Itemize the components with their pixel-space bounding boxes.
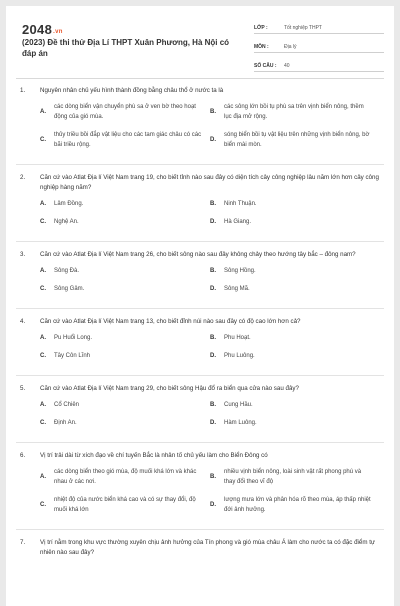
answer-option[interactable]	[40, 102, 210, 122]
answer-option[interactable]	[40, 467, 210, 487]
question-divider	[16, 529, 384, 530]
option-text: Sông Gâm.	[54, 286, 85, 292]
exam-meta	[254, 18, 384, 75]
question-stem	[20, 317, 380, 327]
answer-options	[20, 333, 380, 369]
option-text: Sông Đà.	[54, 268, 80, 274]
answer-option[interactable]	[210, 102, 380, 122]
question-number: 5.	[20, 385, 26, 392]
question-text: Căn cứ vào Atlat Địa lí Việt Nam trang 13, cho biết đỉnh núi nào sau đây có độ cao lớn hơn cả?	[40, 318, 301, 325]
option-text: các sông lớn bồi tụ phù sa trên vịnh biển nông, thềm lục địa mở rộng.	[224, 104, 364, 120]
question-number: 6.	[20, 452, 26, 459]
meta-label: MÔN :	[254, 44, 269, 50]
option-letter: D.	[210, 137, 216, 143]
option-text: Phu Hoạt.	[224, 335, 251, 341]
question-divider	[16, 241, 384, 242]
question-4	[6, 317, 394, 369]
site-logo[interactable]: 2048.vn	[22, 22, 63, 37]
option-letter: A.	[40, 335, 46, 341]
answer-option[interactable]	[40, 199, 210, 209]
answer-option[interactable]	[40, 130, 210, 150]
option-text: Tây Côn Lĩnh	[54, 353, 91, 359]
question-number: 1.	[20, 87, 26, 94]
answer-option[interactable]	[210, 418, 380, 428]
header-divider	[16, 78, 384, 79]
answer-option[interactable]	[210, 130, 380, 150]
question-7	[6, 538, 394, 558]
option-text: thủy triều bồi đắp vật liệu cho các tam giác châu có các bãi triều rộng.	[54, 132, 202, 148]
option-letter: B.	[210, 474, 216, 480]
question-2	[6, 173, 394, 235]
answer-option[interactable]	[210, 199, 380, 209]
option-text: Cổ Chiên	[54, 402, 80, 408]
option-letter: C.	[40, 502, 46, 508]
option-text: Hà Giang.	[224, 219, 252, 225]
meta-row-count	[254, 56, 384, 72]
question-divider	[16, 375, 384, 376]
answer-option[interactable]	[40, 217, 210, 227]
option-text: Hàm Luông.	[224, 420, 257, 426]
option-letter: C.	[40, 286, 46, 292]
option-letter: A.	[40, 474, 46, 480]
option-letter: D.	[210, 219, 216, 225]
question-divider	[16, 308, 384, 309]
option-letter: B.	[210, 268, 216, 274]
question-5	[6, 384, 394, 436]
question-divider	[16, 164, 384, 165]
option-letter: C.	[40, 353, 46, 359]
answer-options	[20, 467, 380, 523]
question-stem	[20, 173, 380, 193]
option-text: Cung Hầu.	[224, 402, 253, 408]
exam-title: (2023) Đề thi thử Địa Lí THPT Xuân Phương, Hà Nội có đáp án	[22, 38, 230, 58]
meta-value: Tốt nghiệp THPT	[284, 25, 322, 31]
option-text: Pu Huổi Long.	[54, 335, 93, 341]
question-stem	[20, 250, 380, 260]
answer-option[interactable]	[40, 418, 210, 428]
option-letter: D.	[210, 286, 216, 292]
answer-options	[20, 199, 380, 235]
option-letter: D.	[210, 353, 216, 359]
question-text: Nguyên nhân chủ yếu hình thành đồng bằng châu thổ ở nước ta là	[40, 87, 224, 94]
option-text: sóng biển bồi tụ vật liệu trên những vịnh biển nông, bờ biển mài mòn.	[224, 132, 370, 148]
option-letter: B.	[210, 335, 216, 341]
exam-page	[6, 6, 394, 606]
meta-value: Địa lý	[284, 44, 297, 50]
question-text: Căn cứ vào Atlat Địa lí Việt Nam trang 26, cho biết sông nào sau đây không chảy theo hướng tây bắc – đông nam?	[40, 251, 356, 258]
meta-label: LỚP :	[254, 25, 268, 31]
question-number: 4.	[20, 318, 26, 325]
answer-option[interactable]	[40, 284, 210, 294]
option-text: Phu Luông.	[224, 353, 255, 359]
question-stem	[20, 538, 380, 558]
answer-option[interactable]	[210, 400, 380, 410]
option-text: lượng mưa lớn và phân hóa rõ theo mùa, áp thấp nhiệt đới ảnh hưởng.	[224, 497, 371, 513]
answer-option[interactable]	[210, 467, 380, 487]
option-letter: A.	[40, 268, 46, 274]
meta-row-subject	[254, 37, 384, 53]
option-text: Định An.	[54, 420, 77, 426]
question-stem	[20, 384, 380, 394]
question-text: Căn cứ vào Atlat Địa lí Việt Nam trang 29, cho biết sông Hậu đổ ra biển qua cửa nào sau đây?	[40, 385, 299, 392]
question-1	[6, 86, 394, 158]
option-letter: D.	[210, 420, 216, 426]
question-text: Vị trí nằm trong khu vực thường xuyên chịu ảnh hưởng của Tín phong và gió mùa châu Á làm cho nước ta có đặc điểm tự nhiên nào sau đây?	[40, 539, 376, 556]
option-letter: C.	[40, 420, 46, 426]
option-letter: A.	[40, 109, 46, 115]
answer-options	[20, 400, 380, 436]
answer-options	[20, 102, 380, 158]
answer-option[interactable]	[210, 351, 380, 361]
question-list	[6, 86, 394, 558]
answer-option[interactable]	[40, 351, 210, 361]
answer-options	[20, 266, 380, 302]
option-letter: B.	[210, 201, 216, 207]
option-text: Nghệ An.	[54, 219, 79, 225]
question-6	[6, 451, 394, 523]
option-text: các dòng biển vận chuyển phù sa ở ven bờ theo hoạt động của gió mùa.	[54, 104, 196, 120]
question-text: Căn cứ vào Atlat Địa lí Việt Nam trang 19, cho biết tỉnh nào sau đây có diện tích cây công nghiệp lâu năm lớn hơn cây công nghiệp hàng năm?	[40, 174, 379, 191]
answer-option[interactable]	[210, 284, 380, 294]
meta-value: 40	[284, 63, 290, 69]
option-text: nhiều vịnh biển nông, loài sinh vật rất phong phú và thay đổi theo vĩ độ	[224, 469, 362, 485]
option-text: Sông Mã.	[224, 286, 250, 292]
option-letter: C.	[40, 219, 46, 225]
option-text: Sông Hồng.	[224, 268, 256, 274]
exam-header	[6, 6, 394, 78]
question-stem	[20, 451, 380, 461]
question-3	[6, 250, 394, 302]
answer-option[interactable]	[40, 266, 210, 276]
option-text: các dòng biển theo gió mùa, độ muối khá lớn và khác nhau ở các nơi.	[54, 469, 197, 485]
option-letter: B.	[210, 109, 216, 115]
answer-option[interactable]	[210, 495, 380, 515]
answer-option[interactable]	[40, 400, 210, 410]
meta-row-class	[254, 18, 384, 34]
option-letter: C.	[40, 137, 46, 143]
answer-option[interactable]	[40, 495, 210, 515]
option-text: Lâm Đồng.	[54, 201, 84, 207]
question-number: 2.	[20, 174, 26, 181]
question-divider	[16, 442, 384, 443]
option-letter: B.	[210, 402, 216, 408]
question-number: 7.	[20, 539, 26, 546]
answer-option[interactable]	[210, 333, 380, 343]
option-text: Ninh Thuận.	[224, 201, 257, 207]
option-text: nhiệt độ của nước biển khá cao và có sự thay đổi, độ muối khá lớn	[54, 497, 196, 513]
answer-option[interactable]	[210, 217, 380, 227]
question-number: 3.	[20, 251, 26, 258]
question-text: Vị trí trải dài từ xích đạo về chí tuyến Bắc là nhân tố chủ yếu làm cho Biển Đông có	[40, 452, 268, 459]
question-stem	[20, 86, 380, 96]
option-letter: A.	[40, 402, 46, 408]
meta-label: SỐ CÂU :	[254, 63, 277, 69]
answer-option[interactable]	[210, 266, 380, 276]
option-letter: D.	[210, 502, 216, 508]
option-letter: A.	[40, 201, 46, 207]
answer-option[interactable]	[40, 333, 210, 343]
